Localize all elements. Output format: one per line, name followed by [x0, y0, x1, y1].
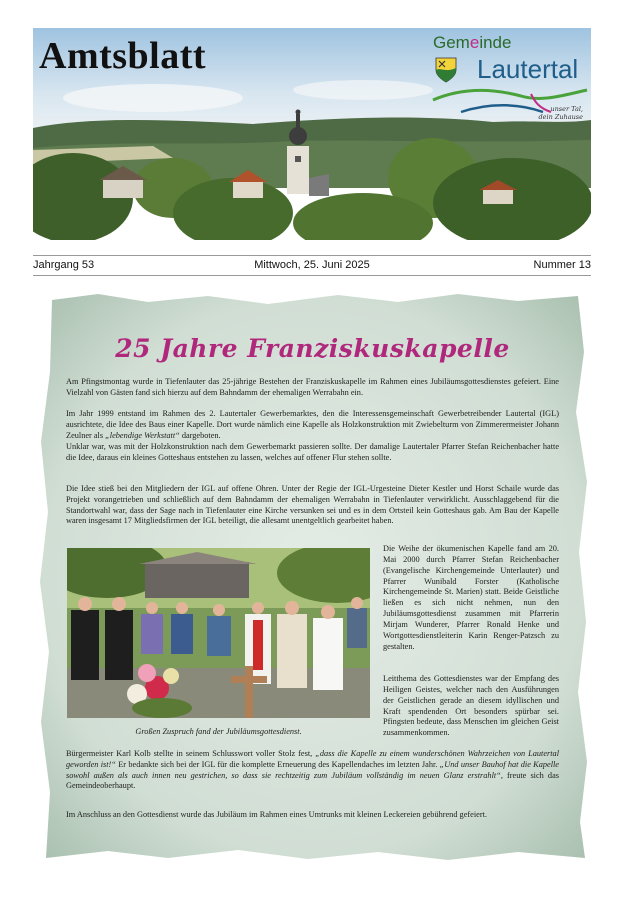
issue-number: Nummer 13 — [533, 259, 591, 271]
issue-info-bar — [33, 255, 591, 276]
jubilee-service-photo — [67, 548, 370, 718]
masthead-title: Amtsblatt — [39, 35, 207, 77]
municipality-logo — [431, 30, 589, 128]
article-paragraph-mayor: Bürgermeister Karl Kolb stellte in seinem Schlusswort voller Stolz fest, „dass die Kapelle zu einem wunderschönen Wahrzeichen von Lautertal geworden ist!“ Er bedankte sich bei der IGL für die komplette Erneuerung des Kapellendaches im letzten Jahr. „Und unser Bauhof hat die Kapelle sowohl außen als auch innen neu gestrichen, so dass sie rechtzeitig zum Jubiläum vollständig im neuen Glanz erstrahlt“, freute sich das Gemeindeoberhaupt. — [66, 749, 560, 791]
article-paragraph-theme: Leitthema des Gottesdienstes war der Empfang des Heiligen Geistes, welcher nach den Ausführungen der Geistlichen gerade an diesem idyllischen und Kraft spendenden Ort besonders spürbar sei. Pfingsten bedeute, dass Menschen im gleichen Geist zusammenkommen. — [383, 674, 559, 738]
issue-volume: Jahrgang 53 — [33, 259, 95, 271]
article-paragraph-closing: Im Anschluss an den Gottesdienst wurde das Jubiläum im Rahmen eines Umtrunks mit kleinen Leckereien gebührend gefeiert. — [66, 810, 487, 819]
logo-lautertal-text: Lautertal — [477, 54, 579, 84]
photo-caption: Großen Zuspruch fand der Jubiläumsgottesdienst. — [135, 727, 302, 736]
logo-gemeinde-text: Gemeinde — [433, 33, 512, 52]
issue-date: Mittwoch, 25. Juni 2025 — [254, 259, 370, 271]
logo-slogan: unser Tal, dein Zuhause — [538, 105, 583, 121]
article-paragraph-idea: Unklar war, was mit der Holzkonstruktion nach dem Gewerbemarkt passieren sollte. Der damalige Lautertaler Pfarrer Stefan Reichenbacher hatte die Idee, daraus ein kleines Gotteshaus entstehen zu lassen, welches auf offener Flur stehen sollte. — [66, 442, 559, 462]
article-paragraph-construction: Die Idee stieß bei den Mitgliedern der IGL auf offene Ohren. Unter der Regie der IGL-Urgesteine Dieter Kestler und Horst Schaile wurde das Projekt vorangetrieben und schließlich auf dem Bahndamm der ehemaligen Werrabahn in Tiefenlauter verwirklicht. Ausschlaggebend für die Standortwahl war, dass der Sage nach in Tiefenlauter eine Kirche versunken sei und es in dem Ortsteil kein Gotteshaus gab. Am Bau der Kapelle waren insgesamt 17 Mitgliedsfirmen der IGL beteiligt, die allesamt unentgeltlich gearbeitet haben. — [66, 484, 559, 526]
coat-of-arms-icon — [435, 57, 457, 83]
article-paragraph-intro: Am Pfingstmontag wurde in Tiefenlauter das 25-jährige Bestehen der Franziskuskapelle im Rahmen eines Jubiläumsgottesdienstes gefeiert. Eine Vielzahl von Gästen fand sich hierzu auf dem Bahndamm der ehemaligen Werrabahn ein. — [66, 377, 559, 397]
article-paragraph-history: Im Jahr 1999 entstand im Rahmen des 2. Lautertaler Gewerbemarktes, den die Interessensgemeinschaft Gewerbetreibender Lautertal (IGL) ausrichtete, die Idee des Baus einer Kapelle. Dort wurde nämlich eine Kapelle als Holzkonstruktion mit Zwiebelturm von Zimmerermeister Johann Zeulner als „lebendige Werkstatt“ dargeboten. — [66, 409, 559, 440]
masthead — [33, 28, 591, 240]
article-paragraph-consecration: Die Weihe der ökumenischen Kapelle fand am 20. Mai 2000 durch Pfarrer Stefan Reichenbacher (Evangelische Kirchengemeinde Unterlauter) und Pfarrer Wunibald Forster (Katholische Kirchengemeinde St. Marien) statt. Beide Geistliche ließen es sich nicht nehmen, nun den Jubiläumsgottesdienst zusammen mit Pfarrerin Mirjam Wunderer, Pfarrer Ronald Henke und Wortgottesdienstleiterin Karin Renger-Patzsch zu gestalten. — [383, 544, 559, 651]
article-headline: 25 Jahre Franziskuskapelle — [115, 334, 510, 363]
